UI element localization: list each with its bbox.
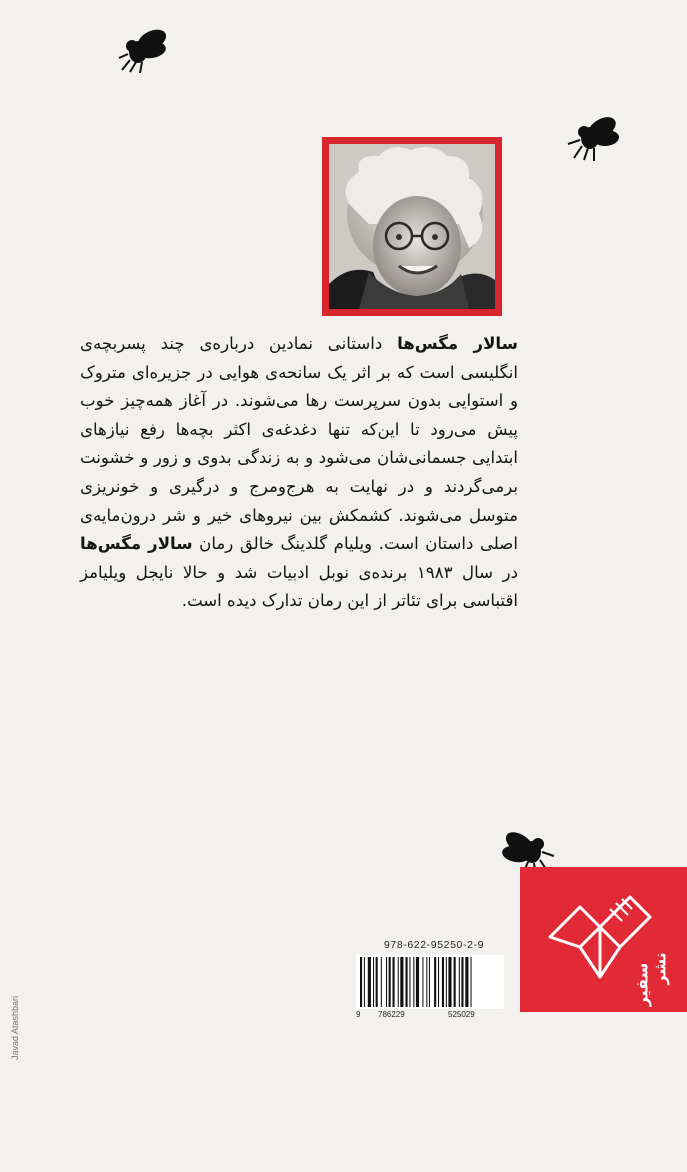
blurb-text-part1: داستانی نمادین درباره‌ی چند پسربچه‌ی انگلیسی است که بر اثر یک سانحه‌ی هوایی در جزیره‌ای متروک و استوایی بدون سرپرست رها می‌شوند. در آغاز همه‌چیز خوب پیش می‌رود تا این‌که تنها دغدغه‌ی اکثر بچه‌ها رفع نیازهای ابتدایی جسمانی‌شان می‌شود و به زندگی بدوی و زور و خشونت برمی‌گردند و در نهایت به هرج‌ومرج و درگیری و خونریزی متوسل می‌شوند. کشمکش بین نیروهای خیر و شر درون‌مایه‌ی اصلی داستان است. ویلیام گلدینگ خالق رمان xyxy=(80,334,518,554)
author-portrait xyxy=(322,137,502,316)
barcode-bar xyxy=(442,957,444,1007)
barcode-digits-left: 786229 xyxy=(378,1010,405,1019)
book-title-bold: سالار مگس‌ها xyxy=(397,334,518,353)
barcode-bar xyxy=(381,957,382,1007)
barcode-bar xyxy=(409,957,410,1007)
barcode-bar xyxy=(465,957,468,1007)
barcode-bar xyxy=(406,957,408,1007)
barcode-bar xyxy=(400,957,403,1007)
barcode-bar xyxy=(389,957,391,1007)
barcode-digits xyxy=(356,1010,506,1020)
book-blurb xyxy=(80,330,518,616)
barcode-bar xyxy=(368,957,371,1007)
barcode-bar xyxy=(438,957,439,1007)
barcode-bar xyxy=(461,957,463,1007)
isbn-number: 978-622-95250-2-9 xyxy=(383,939,485,951)
book-title-bold: سالار مگس‌ها xyxy=(80,534,193,554)
barcode-bar xyxy=(471,957,472,1007)
barcode-bar xyxy=(429,957,430,1007)
barcode-bar xyxy=(364,957,365,1007)
barcode-digits-right: 525029 xyxy=(448,1010,475,1019)
publisher-block xyxy=(520,867,687,1012)
barcode-bar xyxy=(386,957,387,1007)
barcode-bar xyxy=(422,957,423,1007)
blurb-text-part2: در سال ۱۹۸۳ برنده‌ی نوبل ادبیات شد و حالا نایجل ویلیامز اقتباسی برای تئاتر از این رمان تدارک دیده است. xyxy=(80,562,518,611)
fly-icon xyxy=(566,108,622,162)
photo-credit: Javad Atashbari xyxy=(10,995,20,1060)
barcode-bar xyxy=(360,957,362,1007)
barcode-bar xyxy=(398,957,399,1007)
publisher-name-line2: سفیر xyxy=(632,962,652,1007)
barcode-bar xyxy=(416,957,419,1007)
barcode-bar xyxy=(413,957,414,1007)
barcode-digit-first: 9 xyxy=(356,1010,361,1019)
publisher-name-line1: نشر xyxy=(650,952,670,985)
fly-icon xyxy=(118,24,172,74)
barcode-bar xyxy=(434,957,436,1007)
barcode-bar xyxy=(393,957,395,1007)
barcode-bar xyxy=(373,957,374,1007)
barcode xyxy=(356,955,504,1009)
barcode-bar xyxy=(459,957,460,1007)
barcode-bar xyxy=(426,957,427,1007)
barcode-bar xyxy=(376,957,378,1007)
barcode-bar xyxy=(454,957,456,1007)
barcode-bar xyxy=(448,957,451,1007)
barcode-bar xyxy=(446,957,447,1007)
